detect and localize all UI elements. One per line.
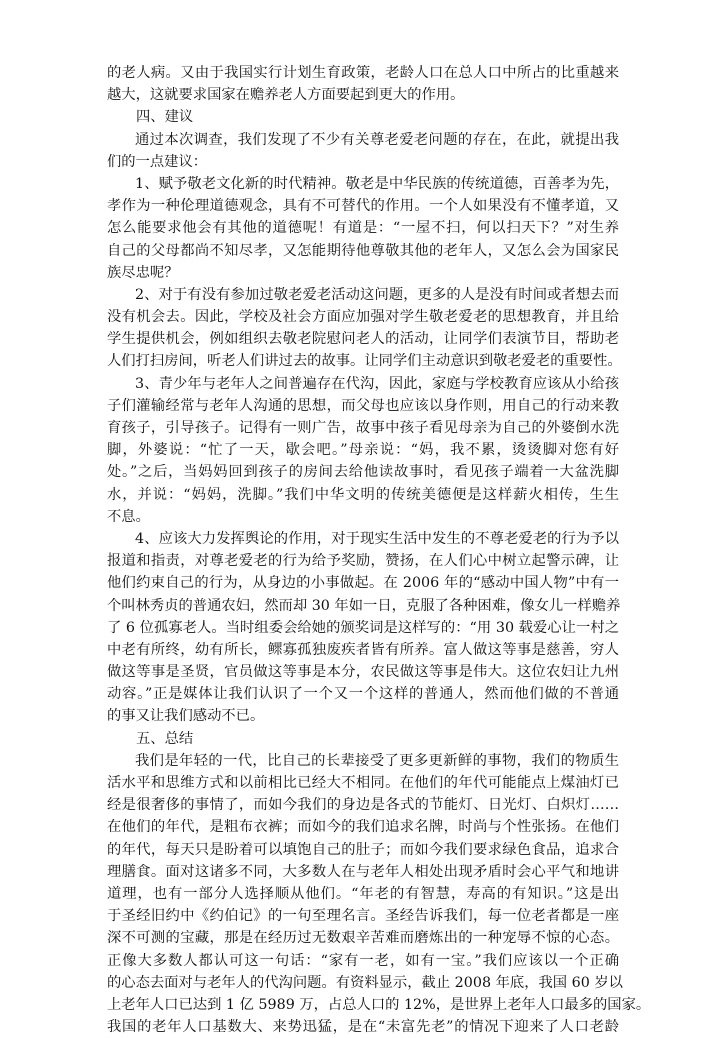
text-line: 道理，也有一部分人选择顺从他们。“年老的有智慧，寿高的有知识。”这是出 [107, 885, 619, 902]
text-line: 理膳食。面对这诸多不同，大多数人在与老年人相处出现矛盾时会心平气和地讲 [107, 863, 619, 880]
text-line: 深不可测的宝藏，那是在经历过无数艰辛苦难而磨炼出的一种宠辱不惊的心态。 [107, 930, 619, 947]
text-line: 人们打扫房间，听老人们讲过去的故事。让同学们主动意识到敬老爱老的重要性。 [107, 353, 622, 370]
text-line: 学生提供机会，例如组织去敬老院慰问老人的活动，让同学们表演节目，帮助老 [107, 331, 619, 348]
text-line: 脚，外婆说：“忙了一天，歇会吧。”母亲说：“妈，我不累，烫烫脚对您有好 [107, 442, 619, 459]
text-line: 水，并说：“妈妈，洗脚。”我们中华文明的传统美德便是这样薪火相传，生生 [107, 486, 619, 503]
text-line: 孝作为一种伦理道德观念，具有不可替代的作用。一个人如果没有不懂孝道，又 [107, 198, 619, 215]
text-line: 的老人病。又由于我国实行计划生育政策，老龄人口在总人口中所占的比重越来 [107, 65, 619, 81]
text-line: 上老年人口已达到 1 亿 5989 万，占总人口的 12%，是世界上老年人口最多的国家。 [107, 996, 651, 1013]
text-line: 通过本次调查，我们发现了不少有关尊老爱老问题的存在，在此，就提出我 [135, 131, 619, 148]
text-line: 3、青少年与老年人之间普遍存在代沟，因此，家庭与学校教育应该从小给孩 [135, 375, 619, 392]
text-line: 们的一点建议： [107, 153, 208, 170]
text-line: 2、对于有没有参加过敬老爱老活动这问题，更多的人是没有时间或者想去而 [135, 286, 619, 303]
text-line: 不息。 [107, 508, 150, 525]
text-line: 子们灌输经常与老年人沟通的思想，而父母也应该以身作则，用自己的行动来教 [107, 397, 619, 414]
text-line: 的心态去面对与老年人的代沟问题。有资料显示，截止 2008 年底，我国 60 岁以 [107, 974, 623, 991]
text-line: 怎么能要求他会有其他的道德呢！有道是：“一屋不扫，何以扫天下？”对生养 [107, 220, 619, 237]
text-line: 的事又让我们感动不已。 [107, 708, 265, 725]
text-line: 我们是年轻的一代，比自己的长辈接受了更多更新鲜的事物，我们的物质生 [135, 752, 619, 769]
text-line: 个叫林秀贞的普通农妇，然而却 30 年如一日，克服了各种困难，像女儿一样赡养 [107, 597, 621, 614]
text-line: 了 6 位孤寡老人。当时组委会给她的颁奖词是这样写的：“用 30 载爱心让一村之 [107, 619, 619, 636]
text-line: 的年代，每天只是盼着可以填饱自己的肚子；而如今我们要求绿色食品，追求合 [107, 841, 619, 858]
text-line: 育孩子，引导孩子。记得有一则广告，故事中孩子看见母亲为自己的外婆倒水洗 [107, 420, 619, 436]
text-line: 1、赋予敬老文化新的时代精神。敬老是中华民族的传统道德，百善孝为先， [135, 175, 619, 192]
section-heading: 五、总结 [136, 730, 194, 747]
text-line: 动容。”正是媒体让我们认识了一个又一个这样的普通人，然而他们做的不普通 [107, 686, 619, 703]
text-line: 处。”之后，当妈妈回到孩子的房间去给他读故事时，看见孩子端着一大盆洗脚 [107, 464, 619, 481]
section-heading: 四、建议 [136, 109, 194, 126]
document-page [107, 62, 651, 1038]
text-line: 没有机会去。因此，学校及社会方面应加强对学生敬老爱老的思想教育，并且给 [107, 309, 619, 326]
text-line: 做这等事是圣贤，官员做这等事是本分，农民做这等事是伟大。这位农妇让九州 [107, 664, 619, 681]
text-line: 4、应该大力发挥舆论的作用，对于现实生活中发生的不尊老爱老的行为予以 [135, 530, 619, 547]
text-line: 经是很奢侈的事情了，而如今我们的身边是各式的节能灯、日光灯、白炽灯…… [107, 797, 619, 814]
text-line: 他们约束自己的行为，从身边的小事做起。在 2006 年的“感动中国人物”中有一 [107, 575, 619, 592]
text-line: 中老有所终，幼有所长，鳏寡孤独废疾者皆有所养。富人做这等事是慈善，穷人 [107, 641, 619, 658]
text-line: 于圣经旧约中《约伯记》的一句至理名言。圣经告诉我们，每一位老者都是一座 [107, 908, 619, 925]
text-line: 正像大多数人都认可这一句话：“家有一老，如有一宝。”我们应该以一个正确 [107, 952, 619, 969]
text-line: 自己的父母都尚不知尽孝，又怎能期待他尊敬其他的老年人，又怎么会为国家民 [107, 242, 619, 259]
text-line: 我国的老年人口基数大、来势迅猛，是在“未富先老”的情况下迎来了人口老龄 [107, 1019, 619, 1036]
text-line: 报道和指责，对尊老爱老的行为给予奖励，赞扬，在人们心中树立起警示碑，让 [107, 553, 619, 570]
text-line: 活水平和思维方式和以前相比已经大不相同。在他们的年代可能能点上煤油灯已 [107, 775, 619, 791]
text-line: 族尽忠呢？ [107, 264, 179, 281]
text-line: 越大，这就要求国家在赡养老人方面要起到更大的作用。 [107, 87, 465, 104]
text-line: 在他们的年代，是粗布衣裤；而如今的我们追求名牌，时尚与个性张扬。在他们 [107, 819, 619, 836]
